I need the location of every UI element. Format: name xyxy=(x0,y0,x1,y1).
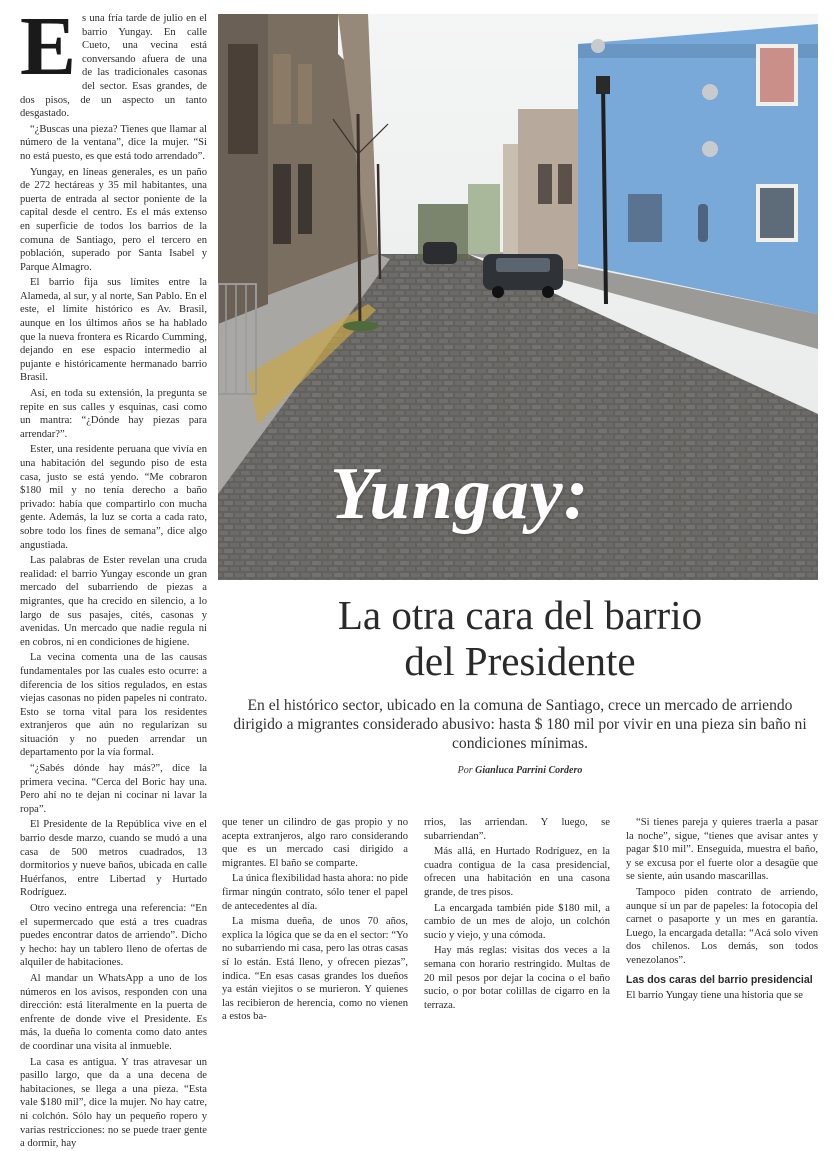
byline xyxy=(222,765,818,776)
deck: En el histórico sector, ubicado en la comuna de Santiago, crece un mercado de arriendo dirigido a migrantes considerado abusivo: hasta $ 180 mil por vivir en una pieza sin baño ni condiciones mínimas. xyxy=(233,697,807,752)
col1-paragraph: “¿Buscas una pieza? Tienes que llamar al número de la ventana”, dice la mujer. “Si no está puesto, es que está todo arrendado”. xyxy=(20,123,207,162)
headline-kicker: Yungay: xyxy=(330,453,590,535)
col4-paragraph: El barrio Yungay tiene una historia que se xyxy=(626,990,803,1002)
headline xyxy=(222,592,818,684)
col1-paragraph: Yungay, en líneas generales, es un paño de 272 hectáreas y 35 mil habitantes, una puerta de entrada al sector poniente de la capital desde el centro. Es el más extenso en superficie de todos los barrios de la comuna de Santiago, pero el tercero en población, superado por Santa Isabel y Parque Almagro. xyxy=(20,166,207,273)
article-column-3 xyxy=(424,816,610,1014)
col3-paragraph: Hay más reglas: visitas dos veces a la semana con horario restringido. Multas de 20 mil pesos por dejar la cocina o el baño sucio, o por botar colillas de cigarro en la terraza. xyxy=(424,945,610,1011)
col1-paragraph: s una fría tarde de julio en el barrio Yungay. En calle Cueto, una vecina está conversando afuera de una de las tradicionales casonas del sector. Esas grandes, de dos pisos, de un aspecto un tanto desgastado. xyxy=(20,13,207,120)
byline-author: Gianluca Parrini Cordero xyxy=(475,765,583,776)
col4-paragraph: Tampoco piden contrato de arriendo, aunque sí un par de papeles: la fotocopia del carnet o pasaporte y un mes en garantía. Luego, la encargada detalla: “Acá solo viven dos chilenos. Los demás, son todos venezolanos”. xyxy=(626,886,818,966)
col1-paragraph: “¿Sabés dónde hay más?”, dice la primera vecina. “Cerca del Boric hay una. Pero ahí no te dejan ni cocinar ni lavar la ropa”. xyxy=(20,763,207,815)
col2-paragraph: que tener un cilindro de gas propio y no acepta extranjeros, algo raro considerando que es un mercado casi dirigido a migrantes. El baño se comparte. xyxy=(222,817,408,869)
col1-paragraph: La casa es antigua. Y tras atravesar un pasillo largo, que da a una decena de habitaciones, se llega a una pieza. “Esta vale $180 mil”, dice la mujer. No hay catre, ni colchón. Sólo hay un pequeño ropero y varias restricciones: no se puede traer gente a dormir, hay xyxy=(20,1056,207,1150)
col1-paragraph: Las palabras de Ester revelan una cruda realidad: el barrio Yungay esconde un gran mercado del subarriendo de piezas a migrantes, que ha crecido en silencio, a lo largo de sus pasajes, cités, casonas y avenidas. Un mercado que nadie regula ni en cobros, ni en condiciones de higiene. xyxy=(20,555,207,648)
headline-line: del Presidente xyxy=(404,638,636,684)
col1-paragraph: Otro vecino entrega una referencia: “En el supermercado que está a tres cuadras puedes encontrar datos de arriendo”. Dicho y hecho: hay un tablero lleno de ofertas de alquiler de habitaciones. xyxy=(20,903,207,969)
col3-paragraph: Más allá, en Hurtado Rodríguez, en la cuadra contigua de la casa presidencial, ofrecen una habitación en una casona grande, de tres pisos. xyxy=(424,846,610,898)
section-subhead: Las dos caras del barrio presidencial xyxy=(626,973,813,986)
byline-prefix: Por xyxy=(457,765,473,776)
col1-paragraph: La vecina comenta una de las causas fundamentales por las cuales esto ocurre: a diferencia de los sitios regulados, en estas viejas casonas no piden papeles ni contrato. Esto se torna vital para los residentes extranjeros que aún no regularizan su situación y no pueden arrendar un departamento por la vía formal. xyxy=(20,652,207,759)
headline-line: La otra cara del barrio xyxy=(337,592,703,638)
col1-paragraph: Así, en toda su extensión, la pregunta se repite en sus calles y esquinas, casi como un mantra: “¿Dónde hay piezas para arrendar?”. xyxy=(20,388,207,440)
drop-cap: E xyxy=(20,0,77,93)
col1-paragraph: El Presidente de la República vive en el barrio desde marzo, cuando se mudó a una casa de 500 metros cuadrados, 13 dormitorios y nueve baños, ubicada en calle Huérfanos, entre Libertad y Hurtado Rodríguez. xyxy=(20,819,207,899)
col1-paragraph: Al mandar un WhatsApp a uno de los números en los avisos, responden con una dirección: está literalmente en la puerta de enfrente de donde vive el Presidente. Es más, la dueña lo comenta como dato antes de coordinar una visita al inmueble. xyxy=(20,972,207,1052)
article-column-4 xyxy=(626,816,818,1005)
col3-paragraph: La encargada también pide $180 mil, a cambio de un mes de alojo, un colchón sucio y viejo, y una cómoda. xyxy=(424,902,610,941)
col1-paragraph: Ester, una residente peruana que vivía en una habitación del segundo piso de esta casa, justo se está yendo. “Me cobraron $180 mil y no tenía derecho a baño privado: había que compartirlo con mucha gente. Además, la luz se corta a cada rato, sobre todo los fines de semana”, dice algo angustiada. xyxy=(20,444,207,551)
col2-paragraph: La única flexibilidad hasta ahora: no pide firmar ningún contrato, sólo tener el papel de antecedentes al día. xyxy=(222,873,408,912)
col3-paragraph: rrios, las arriendan. Y luego, se subarriendan”. xyxy=(424,817,610,842)
col4-paragraph: “Si tienes pareja y quieres traerla a pasar la noche”, sigue, “tienes que avisar antes y pagar $10 mil”. Enseguida, muestra el baño, y se excusa por el fuerte olor a desagüe que se siente, aún usando mascarillas. xyxy=(626,817,818,883)
col1-paragraph: El barrio fija sus límites entre la Alameda, al sur, y al norte, San Pablo. En el este, el límite histórico es Av. Brasil, aunque en los últimos años se ha hablado que la nueva frontera es Ricardo Cumming, dejando en ese espacio intermedio al pujante e históricamente hermanado barrio Brasil. xyxy=(20,277,207,384)
col2-paragraph: La misma dueña, de unos 70 años, explica la lógica que se da en el sector: “Yo no subarriendo mi casa, pero las otras casas sí lo están. Está lleno, y ofrecen piezas”, indica. “En esas casas grandes los dueños ya están viejitos o se murieron. Y quienes las recibieron de herencia, como no vienen a estos ba- xyxy=(222,916,408,1023)
article-column-2 xyxy=(222,816,408,1026)
article-column-1 xyxy=(20,0,207,1150)
